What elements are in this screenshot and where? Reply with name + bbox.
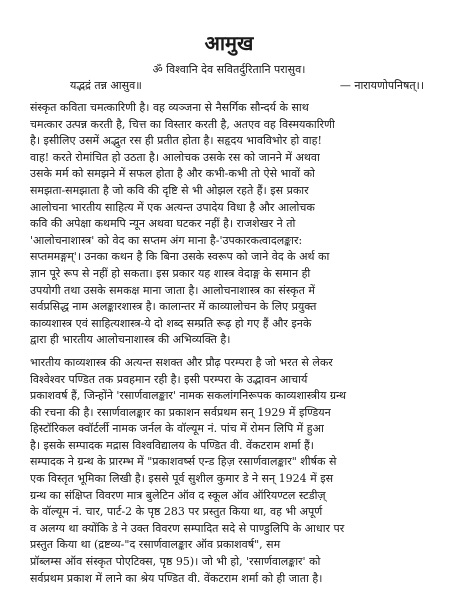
invocation-verse (30, 62, 428, 94)
text-line: भारतीय काव्यशास्त्र की अत्यन्त सशक्त और प्रौढ़ परम्परा है जो भरत से लेकर (30, 355, 333, 369)
text-line: है। इसीलिए उसमें अद्भुत रस ही प्रतीत होता है। सहृदय भावविभोर हो वाह! (30, 134, 322, 148)
text-line: उसके मर्म को समझने में सफल होता है और कभी-कभी तो ऐसे भावों को (30, 167, 315, 181)
text-line: विश्वेश्वर पण्डित तक प्रवहमान रही है। इसी परम्परा के उद्भावन आचार्य (30, 372, 308, 386)
paragraph-1 (30, 100, 428, 349)
text-line: कवि की अपेक्षा कथमपि न्यून अथवा घटकर नहीं है। राजशेखर ने तो (30, 217, 296, 231)
text-line: व अलग्य था क्योंकि डे ने उक्त विवरण सम्पादित सदे से पाण्डुलिपि के आधार पर (30, 521, 345, 535)
verse-line-2-row (30, 78, 428, 94)
text-line: प्रकाशवर्ष हैं, जिन्होंने 'रसार्णवालङ्कार' नामक सकलांगनिरूपक काव्यशास्त्रीय ग्रन्थ (30, 389, 347, 403)
text-line: सर्वप्रथम प्रकाश में लाने का श्रेय पण्डित वी. वेंकटराम शर्मा को ही जाता है। (30, 571, 323, 585)
text-line: ज्ञान पूरे रूप से नहीं हो सकता। इस प्रकार यह शास्त्र वेदाङ्ग के समान ही (30, 266, 311, 280)
text-line: सप्तममङ्गम्'। उनका कथन है कि बिना उसके स्वरूप को जाने वेद के अर्थ का (30, 250, 330, 264)
text-line: हिस्टॉरिकल क्वॉर्टर्ली नामक जर्नल के वॉल्यूम नं. पांच में रोमन लिपि में हुआ (30, 422, 324, 436)
text-line: एक विस्तृत भूमिका लिखी है। इससे पूर्व सुशील कुमार डे ने सन् 1924 में इस (30, 472, 334, 486)
text-line: सर्वप्रसिद्ध नाम अलङ्कारशास्त्र है। कालान्तर में काव्यालोचन के लिए प्रयुक्त (30, 300, 317, 314)
text-line: चमत्कार उत्पन्न करती है, चित्त का विस्तार करती है, अतएव वह विस्मयकारिणी (30, 117, 335, 131)
text-line: काव्यशास्त्र एवं साहित्यशास्त्र-ये दो शब्द सम्प्रति रूढ़ हो गए हैं और इनके (30, 316, 312, 330)
body-text (30, 100, 428, 587)
page-title: आमुख (204, 31, 254, 55)
text-line: संस्कृत कविता चमत्कारिणी है। वह व्यञ्जना से नैसर्गिक सौन्दर्य के साथ (30, 101, 309, 114)
text-line: ग्रन्थ का संक्षिप्त विवरण मात्र बुलेटिन ऑव द स्कूल ऑव ऑरियण्टल स्टडीज़् (30, 488, 326, 502)
verse-line-2: यद्भद्रं तन्न आसुव॥ (70, 79, 142, 92)
text-line: वाह! करते रोमांचित हो उठता है। आलोचक उसके रस को जानने में अथवा (30, 150, 320, 164)
text-line: प्रॉब्लम्स ऑव संस्कृत पोएटिक्स, पृष्ठ 95)। जो भी हो, 'रसार्णवालङ्कार' को (30, 555, 321, 569)
text-line: प्रस्तुत किया था (द्रष्टव्य-"द रसार्णवालङ्कार ऑव प्रकाशवर्ष", सम (30, 538, 281, 552)
verse-line-1: ॐ विश्वानि देव सवितर्दुरितानि परासुव। (152, 63, 306, 76)
text-line: सम्पादक ने ग्रन्थ के प्रारम्भ में "प्रकाशवर्ष्स एन्ड हिज़ रसार्णवालङ्कार" शीर्षक से (30, 455, 337, 469)
paragraph-2 (30, 355, 428, 587)
text-line: के वॉल्यूम नं. चार, पार्ट-2 के पृष्ठ 283 पर प्रस्तुत किया था, वह भी अपूर्ण (30, 505, 323, 519)
text-line: समझता-समझाता है जो कवि की दृष्टि से भी ओझल रहते हैं। इस प्रकार (30, 183, 309, 197)
text-line: आलोचना भारतीय साहित्य में एक अत्यन्त उपादेय विधा है और आलोचक (30, 200, 315, 214)
text-line: द्वारा ही भारतीय आलोचनाशास्त्र की अभिव्यक्ति है। (30, 333, 231, 347)
verse-source: — नारायणोपनिषत्।। (339, 79, 424, 92)
text-line: 'आलोचनाशास्त्र' को वेद का सप्तम अंग माना है-'उपकारकत्वादलङ्कार: (30, 233, 303, 247)
text-line: की रचना की है। रसार्णवालङ्कार का प्रकाशन सर्वप्रथम सन् 1929 में इण्डियन (30, 405, 331, 419)
text-line: है। इसके सम्पादक मद्रास विश्वविद्यालय के पण्डित वी. वेंकटराम शर्मा हैं। (30, 438, 314, 452)
text-line: उपयोगी तथा उसके समकक्ष माना जाता है। आलोचनाशास्त्र का संस्कृत में (30, 283, 315, 297)
